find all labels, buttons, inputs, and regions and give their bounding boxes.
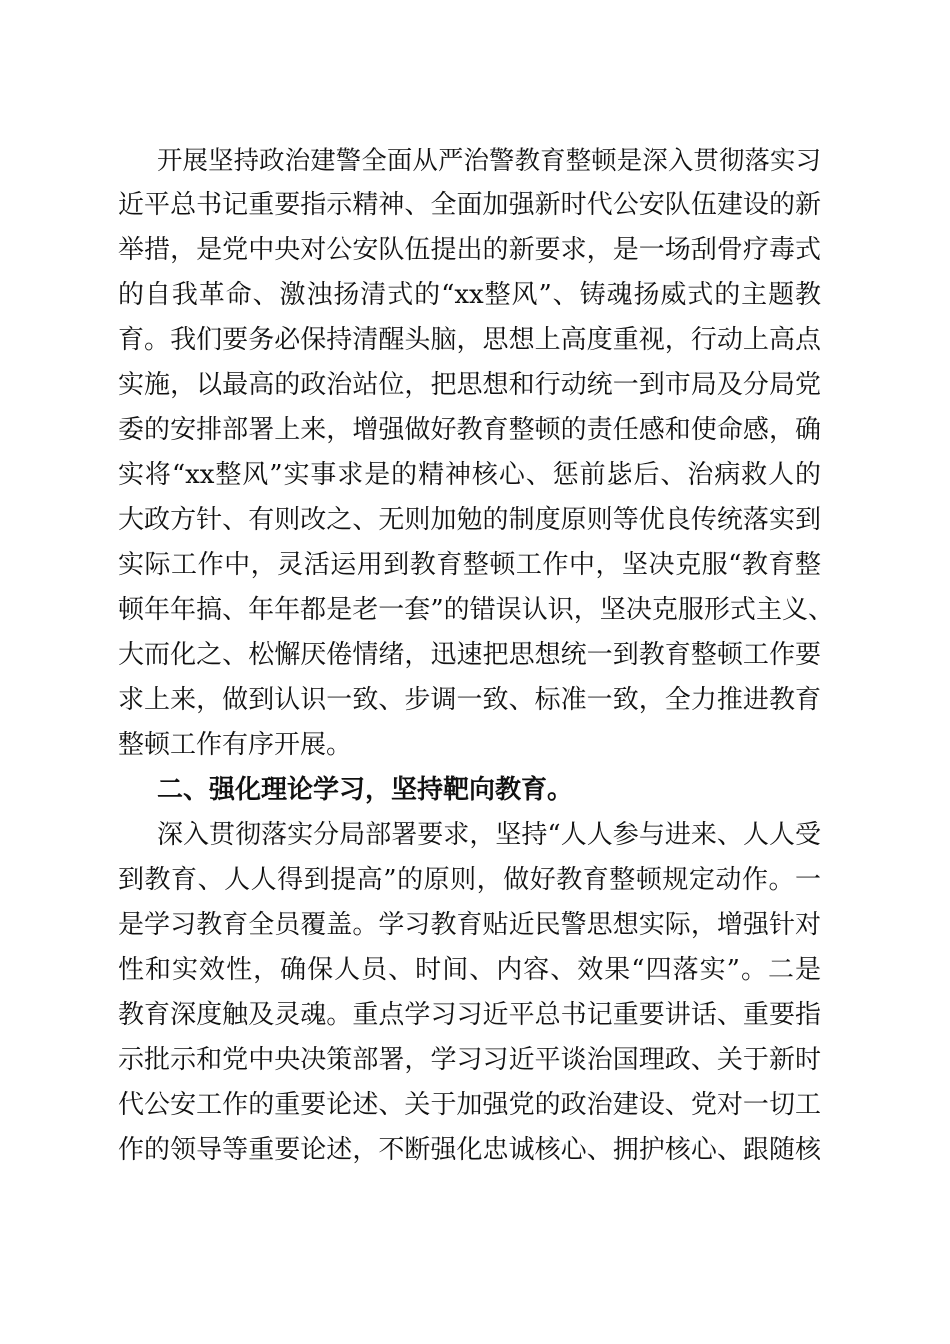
paragraph-1-line: 求上来，做到认识一致、步调一致、标准一致，全力推进教育 (118, 685, 821, 715)
paragraph-2-line: 示批示和党中央决策部署，学习习近平谈治国理政、关于新时 (118, 1045, 821, 1075)
paragraph-2-line: 是学习教育全员覆盖。学习教育贴近民警思想实际，增强针对 (118, 910, 821, 940)
paragraph-1-line: 顿年年搞、年年都是老一套”的错误认识，坚决克服形式主义、 (118, 595, 834, 625)
paragraph-1-line: 整顿工作有序开展。 (118, 730, 353, 760)
paragraph-1-line: 育。我们要务必保持清醒头脑，思想上高度重视，行动上高点 (118, 325, 821, 355)
paragraph-1-line: 委的安排部署上来，增强做好教育整顿的责任感和使命感，确 (118, 415, 821, 445)
paragraph-2-line: 深入贯彻落实分局部署要求，坚持“人人参与进来、人人受 (157, 820, 821, 850)
paragraph-1-line: 大政方针、有则改之、无则加勉的制度原则等优良传统落实到 (118, 505, 821, 535)
paragraph-1-line: 实施，以最高的政治站位，把思想和行动统一到市局及分局党 (118, 370, 821, 400)
paragraph-1-line: 实际工作中，灵活运用到教育整顿工作中，坚决克服“教育整 (118, 550, 821, 580)
paragraph-2-line: 性和实效性，确保人员、时间、内容、效果“四落实”。二是 (118, 955, 821, 985)
paragraph-2-line: 作的领导等重要论述，不断强化忠诚核心、拥护核心、跟随核 (118, 1135, 821, 1165)
paragraph-1-line: 举措，是党中央对公安队伍提出的新要求，是一场刮骨疗毒式 (118, 235, 821, 265)
paragraph-1-line: 开展坚持政治建警全面从严治警教育整顿是深入贯彻落实习 (157, 145, 821, 175)
paragraph-1-line: 近平总书记重要指示精神、全面加强新时代公安队伍建设的新 (118, 190, 821, 220)
paragraph-1-line: 的自我革命、激浊扬清式的“xx整风”、铸魂扬威式的主题教 (118, 280, 821, 310)
paragraph-1-line: 实将“xx整风”实事求是的精神核心、惩前毖后、治病救人的 (118, 460, 821, 490)
paragraph-2-line: 到教育、人人得到提高”的原则，做好教育整顿规定动作。一 (118, 865, 821, 895)
section-heading: 二、强化理论学习，坚持靶向教育。 (157, 775, 574, 805)
paragraph-1-line: 大而化之、松懈厌倦情绪，迅速把思想统一到教育整顿工作要 (118, 640, 821, 670)
paragraph-2-line: 教育深度触及灵魂。重点学习习近平总书记重要讲话、重要指 (118, 1000, 821, 1030)
paragraph-2-line: 代公安工作的重要论述、关于加强党的政治建设、党对一切工 (118, 1090, 821, 1120)
